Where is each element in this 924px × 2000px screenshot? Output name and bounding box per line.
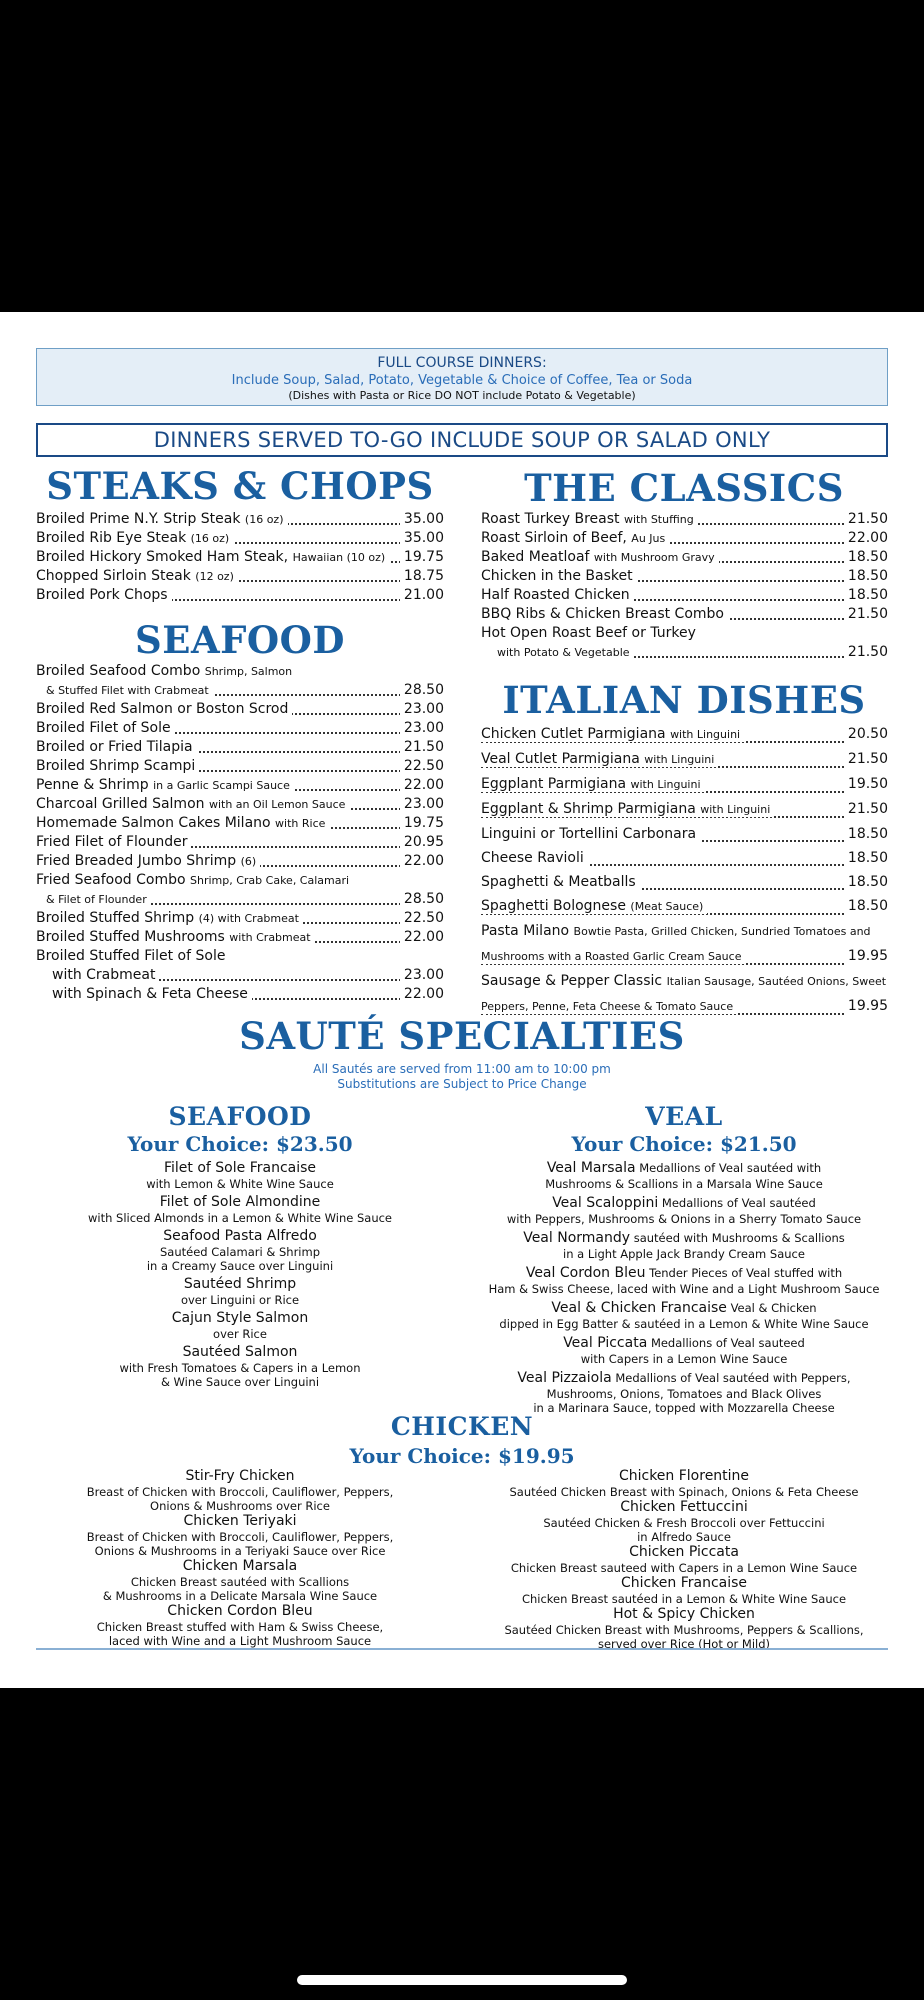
item-desc: Mushrooms & Scallions in a Marsala Wine Sauce <box>545 1177 823 1191</box>
menu-item: Broiled Rib Eye Steak (16 oz) 35.00 <box>36 530 444 546</box>
seafood-heading: SEAFOOD <box>135 618 345 662</box>
item-name: Veal Normandy <box>523 1230 631 1246</box>
menu-item: Chopped Sirloin Steak (12 oz) 18.75 <box>36 568 444 584</box>
classics-heading: THE CLASSICS <box>524 466 844 510</box>
menu-item: Baked Meatloaf with Mushroom Gravy 18.50 <box>481 549 888 565</box>
veal-item <box>480 1335 888 1366</box>
item-name: Filet of Sole Almondine <box>159 1194 321 1210</box>
chicken-item <box>480 1499 888 1544</box>
item-name: Sautéed Shrimp <box>183 1276 297 1292</box>
item-desc: with Peppers, Mushrooms & Onions in a Sherry Tomato Sauce <box>506 1212 862 1226</box>
menu-item-continued: with Potato & Vegetable 21.50 <box>481 643 888 662</box>
full-course-box <box>36 348 888 406</box>
chicken-item <box>480 1544 888 1575</box>
chicken-item <box>480 1468 888 1499</box>
chicken-left-list <box>36 1468 444 1648</box>
menu-item: Homemade Salmon Cakes Milano with Rice 19.75 <box>36 815 444 831</box>
item-name: Chicken Piccata <box>629 1544 739 1560</box>
menu-item: Fried Seafood Combo Shrimp, Crab Cake, Calamari <box>36 871 444 890</box>
menu-item: Broiled Stuffed Filet of Sole <box>36 947 444 966</box>
chicken-item <box>480 1575 888 1606</box>
item-desc: Medallions of Veal sauteed <box>650 1336 805 1350</box>
menu-item: Broiled Shrimp Scampi 22.50 <box>36 758 444 774</box>
item-name: Veal Marsala <box>546 1160 636 1176</box>
menu-item: Roast Turkey Breast with Stuffing 21.50 <box>481 511 888 527</box>
veal-price: Your Choice: $21.50 <box>571 1132 797 1156</box>
item-name: Chicken Fettuccini <box>620 1499 748 1515</box>
veal-section <box>480 1102 888 1415</box>
menu-item: Broiled Seafood Combo Shrimp, Salmon <box>36 662 444 681</box>
item-name: Veal & Chicken Francaise <box>551 1300 727 1316</box>
item-desc: Breast of Chicken with Broccoli, Cauliflower, Peppers, <box>86 1530 394 1544</box>
chicken-price: Your Choice: $19.95 <box>349 1444 575 1468</box>
menu-item: Fried Filet of Flounder 20.95 <box>36 834 444 850</box>
item-desc: Medallions of Veal sautéed with Peppers, <box>615 1371 851 1385</box>
veal-item <box>480 1370 888 1415</box>
menu-item: Sausage & Pepper Classic Italian Sausage, Sautéed Onions, Sweet <box>481 969 888 994</box>
item-name: Chicken Cordon Bleu <box>167 1603 313 1619</box>
item-desc: Onions & Mushrooms over Rice <box>150 1499 330 1513</box>
item-desc: in a Marinara Sauce, topped with Mozzarella Cheese <box>533 1401 835 1415</box>
menu-item: Fried Breaded Jumbo Shrimp (6) 22.00 <box>36 853 444 869</box>
menu-item: Broiled Prime N.Y. Strip Steak (16 oz) 35.00 <box>36 511 444 527</box>
menu-item: Spaghetti Bolognese (Meat Sauce) 18.50 <box>481 894 888 919</box>
menu-item: Charcoal Grilled Salmon with an Oil Lemon Sauce 23.00 <box>36 796 444 812</box>
item-name: Sautéed Salmon <box>182 1344 298 1360</box>
saute-seafood-item <box>36 1344 444 1389</box>
item-desc: Chicken Breast sautéed with Scallions <box>130 1575 350 1589</box>
saute-seafood-item <box>36 1310 444 1341</box>
menu-item: Broiled Stuffed Shrimp (4) with Crabmeat 22.50 <box>36 910 444 926</box>
menu-item: Linguini or Tortellini Carbonara 18.50 <box>481 822 888 846</box>
item-desc: Medallions of Veal sautéed <box>661 1196 816 1210</box>
item-desc: sautéed with Mushrooms & Scallions <box>633 1231 845 1245</box>
item-desc: Chicken Breast sautéed in a Lemon & White Wine Sauce <box>521 1592 847 1606</box>
item-desc: & Mushrooms in a Delicate Marsala Wine Sauce <box>102 1589 378 1603</box>
item-name: Cajun Style Salmon <box>171 1310 309 1326</box>
menu-item-continued: & Filet of Flounder 28.50 <box>36 890 444 909</box>
chicken-right-list <box>480 1468 888 1651</box>
menu-item: Spaghetti & Meatballs 18.50 <box>481 870 888 894</box>
menu-item: BBQ Ribs & Chicken Breast Combo 21.50 <box>481 606 888 622</box>
menu-item: Penne & Shrimp in a Garlic Scampi Sauce 22.00 <box>36 777 444 793</box>
menu-item-continued: Peppers, Penne, Feta Cheese & Tomato Sauce 19.95 <box>481 994 888 1019</box>
item-desc: Medallions of Veal sautéed with <box>639 1161 822 1175</box>
saute-hours-note: All Sautés are served from 11:00 am to 10:00 pm <box>313 1062 611 1076</box>
item-desc: Veal & Chicken <box>730 1301 817 1315</box>
saute-seafood-item <box>36 1228 444 1273</box>
full-course-title: FULL COURSE DINNERS: <box>377 355 547 371</box>
saute-heading: SAUTÉ SPECIALTIES <box>239 1014 685 1058</box>
chicken-heading: CHICKEN <box>390 1412 534 1441</box>
veal-item <box>480 1230 888 1261</box>
item-name: Seafood Pasta Alfredo <box>163 1228 317 1244</box>
item-desc: with Lemon & White Wine Sauce <box>146 1177 334 1191</box>
item-desc: Mushrooms, Onions, Tomatoes and Black Olives <box>546 1387 822 1401</box>
item-name: Veal Cordon Bleu <box>525 1265 646 1281</box>
item-name: Hot & Spicy Chicken <box>613 1606 755 1622</box>
menu-item: Broiled Stuffed Mushrooms with Crabmeat 22.00 <box>36 929 444 945</box>
chicken-item <box>36 1558 444 1603</box>
menu-item-continued: Mushrooms with a Roasted Garlic Cream Sauce 19.95 <box>481 944 888 969</box>
menu-item: Broiled Red Salmon or Boston Scrod 23.00 <box>36 701 444 717</box>
italian-list <box>481 722 888 1019</box>
item-desc: in Alfredo Sauce <box>637 1530 731 1544</box>
menu-item: Broiled or Fried Tilapia 21.50 <box>36 739 444 755</box>
menu-item: Roast Sirloin of Beef, Au Jus 22.00 <box>481 530 888 546</box>
item-desc: Sautéed Chicken Breast with Mushrooms, Peppers & Scallions, <box>504 1623 864 1637</box>
item-name: Chicken Teriyaki <box>183 1513 297 1529</box>
item-desc: Ham & Swiss Cheese, laced with Wine and a Light Mushroom Sauce <box>488 1282 880 1296</box>
item-desc: served over Rice (Hot or Mild) <box>597 1637 771 1651</box>
menu-item: Hot Open Roast Beef or Turkey <box>481 624 888 643</box>
full-course-exclusion: (Dishes with Pasta or Rice DO NOT include Potato & Vegetable) <box>288 389 636 402</box>
chicken-item <box>36 1513 444 1558</box>
item-desc: Sautéed Chicken & Fresh Broccoli over Fettuccini <box>543 1516 825 1530</box>
item-desc: Sautéed Calamari & Shrimp <box>159 1245 321 1259</box>
saute-seafood-item <box>36 1160 444 1191</box>
veal-item <box>480 1300 888 1331</box>
menu-page <box>0 312 924 1688</box>
item-name: Chicken Marsala <box>182 1558 298 1574</box>
item-name: Stir-Fry Chicken <box>185 1468 295 1484</box>
item-desc: with Capers in a Lemon Wine Sauce <box>580 1352 788 1366</box>
menu-item: Half Roasted Chicken 18.50 <box>481 587 888 603</box>
saute-seafood-section <box>36 1102 444 1389</box>
chicken-item <box>480 1606 888 1651</box>
saute-seafood-heading: SEAFOOD <box>168 1102 312 1131</box>
saute-seafood-item <box>36 1194 444 1225</box>
to-go-banner: DINNERS SERVED TO-GO INCLUDE SOUP OR SALAD ONLY <box>36 423 888 457</box>
menu-item-variant: with Crabmeat 23.00 <box>36 966 444 985</box>
item-desc: Breast of Chicken with Broccoli, Cauliflower, Peppers, <box>86 1485 394 1499</box>
saute-substitution-note: Substitutions are Subject to Price Change <box>337 1077 587 1091</box>
home-indicator[interactable] <box>297 1975 627 1985</box>
item-desc: in a Light Apple Jack Brandy Cream Sauce <box>563 1247 805 1261</box>
item-name: Chicken Francaise <box>620 1575 748 1591</box>
menu-item: Veal Cutlet Parmigiana with Linguini 21.50 <box>481 747 888 772</box>
menu-item: Cheese Ravioli 18.50 <box>481 846 888 870</box>
menu-item: Pasta Milano Bowtie Pasta, Grilled Chicken, Sundried Tomatoes and <box>481 919 888 944</box>
item-desc: Chicken Breast stuffed with Ham & Swiss Cheese, <box>96 1620 384 1634</box>
menu-item-continued: & Stuffed Filet with Crabmeat 28.50 <box>36 681 444 700</box>
veal-heading: VEAL <box>645 1102 723 1131</box>
menu-item: Eggplant Parmigiana with Linguini 19.50 <box>481 772 888 797</box>
item-name: Veal Pizzaiola <box>517 1370 612 1386</box>
item-desc: in a Creamy Sauce over Linguini <box>146 1259 334 1273</box>
item-desc: with Sliced Almonds in a Lemon & White Wine Sauce <box>87 1211 393 1225</box>
veal-item <box>480 1265 888 1296</box>
item-name: Filet of Sole Francaise <box>163 1160 317 1176</box>
chicken-item <box>36 1603 444 1648</box>
menu-item: Broiled Hickory Smoked Ham Steak, Hawaiian (10 oz) 19.75 <box>36 549 444 565</box>
menu-item: Broiled Filet of Sole 23.00 <box>36 720 444 736</box>
full-course-includes: Include Soup, Salad, Potato, Vegetable & Choice of Coffee, Tea or Soda <box>231 373 693 388</box>
veal-item <box>480 1195 888 1226</box>
italian-heading: ITALIAN DISHES <box>502 678 866 722</box>
item-desc: & Wine Sauce over Linguini <box>160 1375 320 1389</box>
item-name: Chicken Florentine <box>618 1468 750 1484</box>
item-desc: laced with Wine and a Light Mushroom Sauce <box>108 1634 372 1648</box>
steaks-chops-heading: STEAKS & CHOPS <box>46 464 434 508</box>
item-desc: over Rice <box>213 1327 267 1341</box>
item-name: Veal Piccata <box>563 1335 648 1351</box>
saute-seafood-price: Your Choice: $23.50 <box>127 1132 353 1156</box>
item-desc: Tender Pieces of Veal stuffed with <box>649 1266 843 1280</box>
item-desc: dipped in Egg Batter & sautéed in a Lemon & White Wine Sauce <box>499 1317 869 1331</box>
chicken-item <box>36 1468 444 1513</box>
veal-item <box>480 1160 888 1191</box>
classics-list <box>481 510 888 662</box>
menu-item: Chicken Cutlet Parmigiana with Linguini 20.50 <box>481 722 888 747</box>
item-name: Veal Scaloppini <box>552 1195 659 1211</box>
saute-seafood-item <box>36 1276 444 1307</box>
item-desc: Chicken Breast sauteed with Capers in a Lemon Wine Sauce <box>510 1561 858 1575</box>
item-desc: over Linguini or Rice <box>180 1293 300 1307</box>
item-desc: with Fresh Tomatoes & Capers in a Lemon <box>119 1361 361 1375</box>
menu-item: Chicken in the Basket 18.50 <box>481 568 888 584</box>
menu-item: Eggplant & Shrimp Parmigiana with Linguini 21.50 <box>481 797 888 822</box>
steaks-list <box>36 510 444 605</box>
bottom-divider <box>36 1648 888 1650</box>
menu-item: Broiled Pork Chops 21.00 <box>36 587 444 603</box>
item-desc: Onions & Mushrooms in a Teriyaki Sauce over Rice <box>94 1544 386 1558</box>
seafood-list <box>36 662 444 1004</box>
item-desc: Sautéed Chicken Breast with Spinach, Onions & Feta Cheese <box>509 1485 859 1499</box>
menu-item-variant: with Spinach & Feta Cheese 22.00 <box>36 985 444 1004</box>
